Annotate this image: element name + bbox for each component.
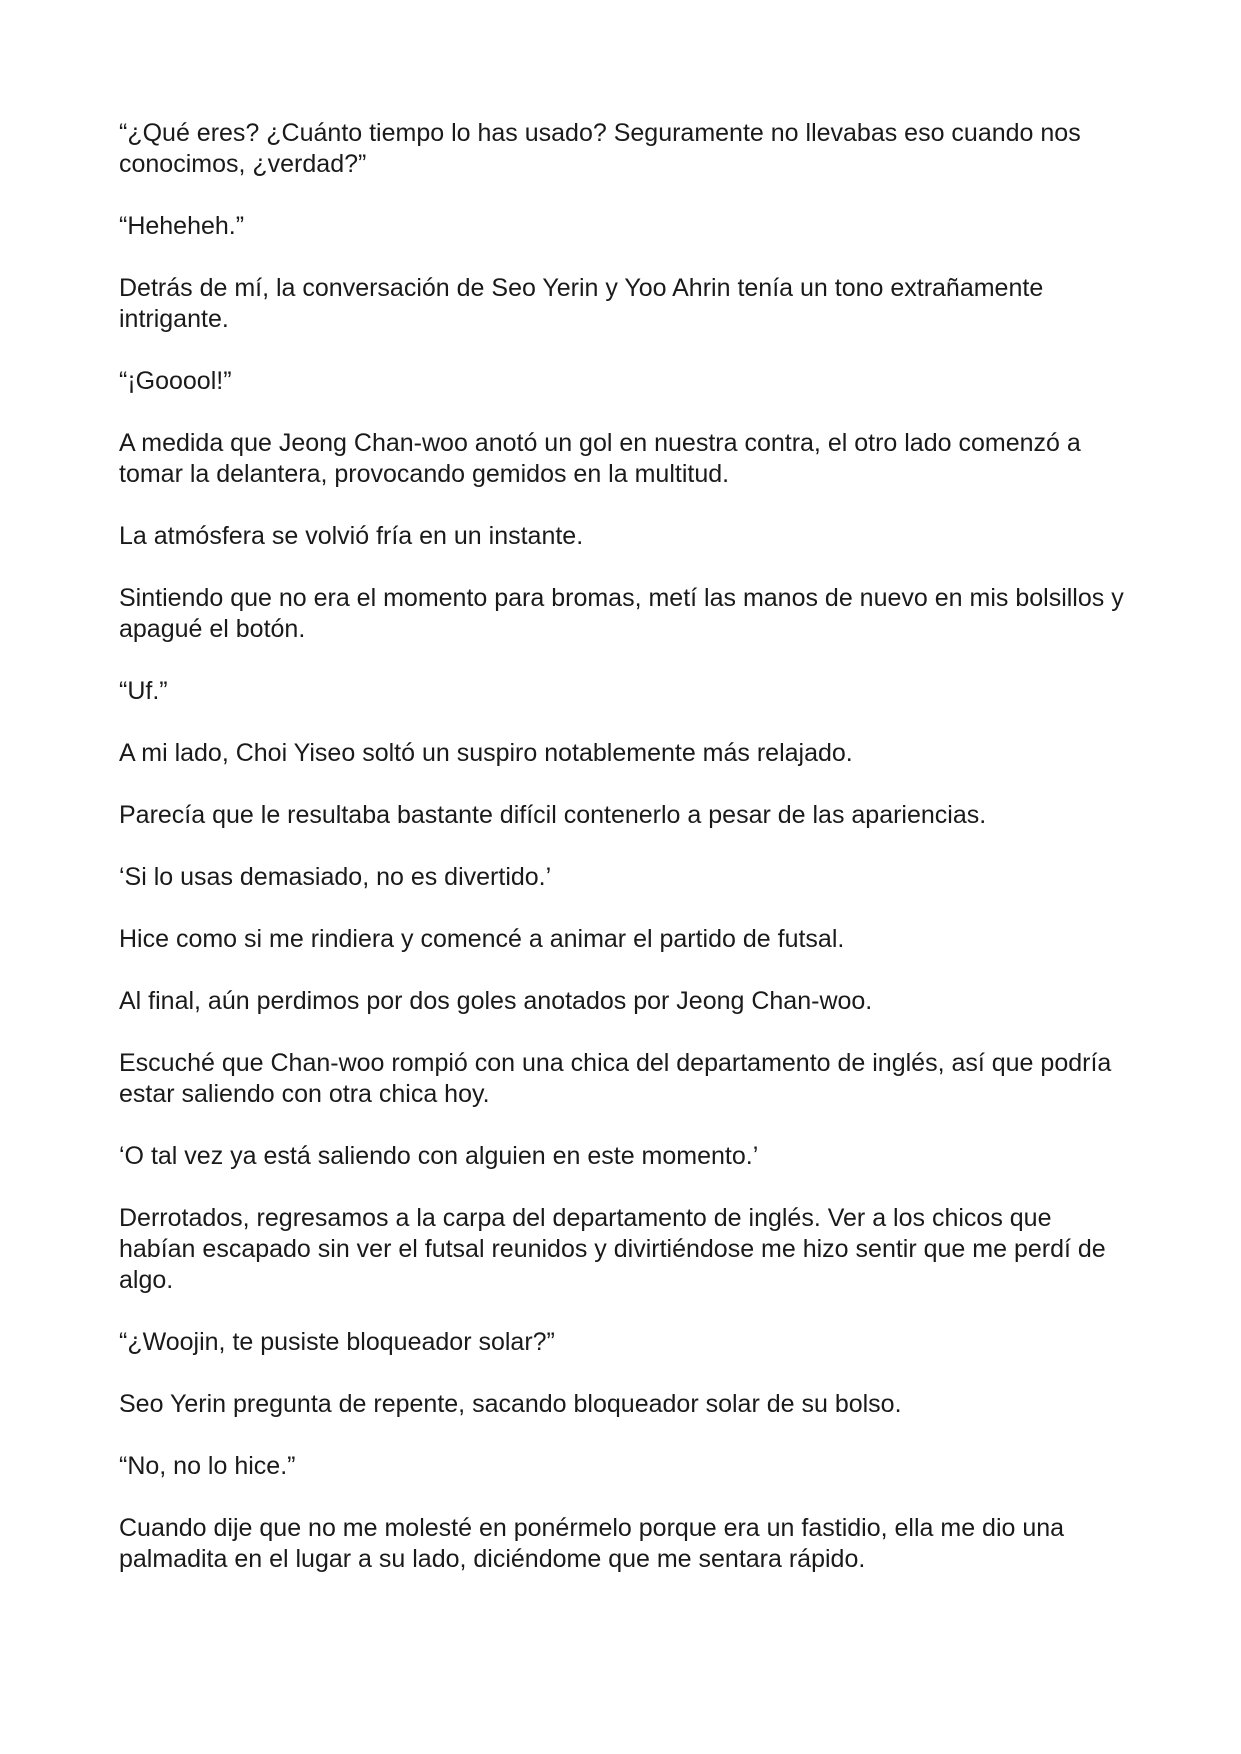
paragraph: “Uf.” — [119, 677, 168, 705]
paragraph: La atmósfera se volvió fría en un instante. — [119, 522, 584, 550]
paragraph: A mi lado, Choi Yiseo soltó un suspiro notablemente más relajado. — [119, 739, 853, 767]
document-body — [119, 118, 1129, 1606]
paragraph: Sintiendo que no era el momento para bromas, metí las manos de nuevo en mis bolsillos y apagué el botón. — [119, 584, 1124, 643]
paragraph: Derrotados, regresamos a la carpa del departamento de inglés. Ver a los chicos que habían escapado sin ver el futsal reunidos y divirtiéndose me hizo sentir que me perdí de algo. — [119, 1204, 1106, 1294]
paragraph: Parecía que le resultaba bastante difícil contenerlo a pesar de las apariencias. — [119, 801, 987, 829]
paragraph: “¿Woojin, te pusiste bloqueador solar?” — [119, 1328, 555, 1356]
paragraph: ‘O tal vez ya está saliendo con alguien en este momento.’ — [119, 1142, 759, 1170]
paragraph: “No, no lo hice.” — [119, 1452, 296, 1480]
paragraph: Al final, aún perdimos por dos goles anotados por Jeong Chan-woo. — [119, 987, 873, 1015]
paragraph: Seo Yerin pregunta de repente, sacando bloqueador solar de su bolso. — [119, 1390, 902, 1418]
paragraph: Hice como si me rindiera y comencé a animar el partido de futsal. — [119, 925, 845, 953]
paragraph: ‘Si lo usas demasiado, no es divertido.’ — [119, 863, 552, 891]
paragraph: “¿Qué eres? ¿Cuánto tiempo lo has usado? Seguramente no llevabas eso cuando nos conocimos, ¿verdad?” — [119, 119, 1081, 178]
paragraph: Cuando dije que no me molesté en ponérmelo porque era un fastidio, ella me dio una palmadita en el lugar a su lado, diciéndome que me sentara rápido. — [119, 1514, 1065, 1573]
paragraph: Escuché que Chan-woo rompió con una chica del departamento de inglés, así que podría estar saliendo con otra chica hoy. — [119, 1049, 1112, 1108]
paragraph: “Heheheh.” — [119, 212, 245, 240]
paragraph: Detrás de mí, la conversación de Seo Yerin y Yoo Ahrin tenía un tono extrañamente intrigante. — [119, 274, 1044, 333]
paragraph: A medida que Jeong Chan-woo anotó un gol en nuestra contra, el otro lado comenzó a tomar la delantera, provocando gemidos en la multitud. — [119, 429, 1081, 488]
paragraph: “¡Gooool!” — [119, 367, 232, 395]
